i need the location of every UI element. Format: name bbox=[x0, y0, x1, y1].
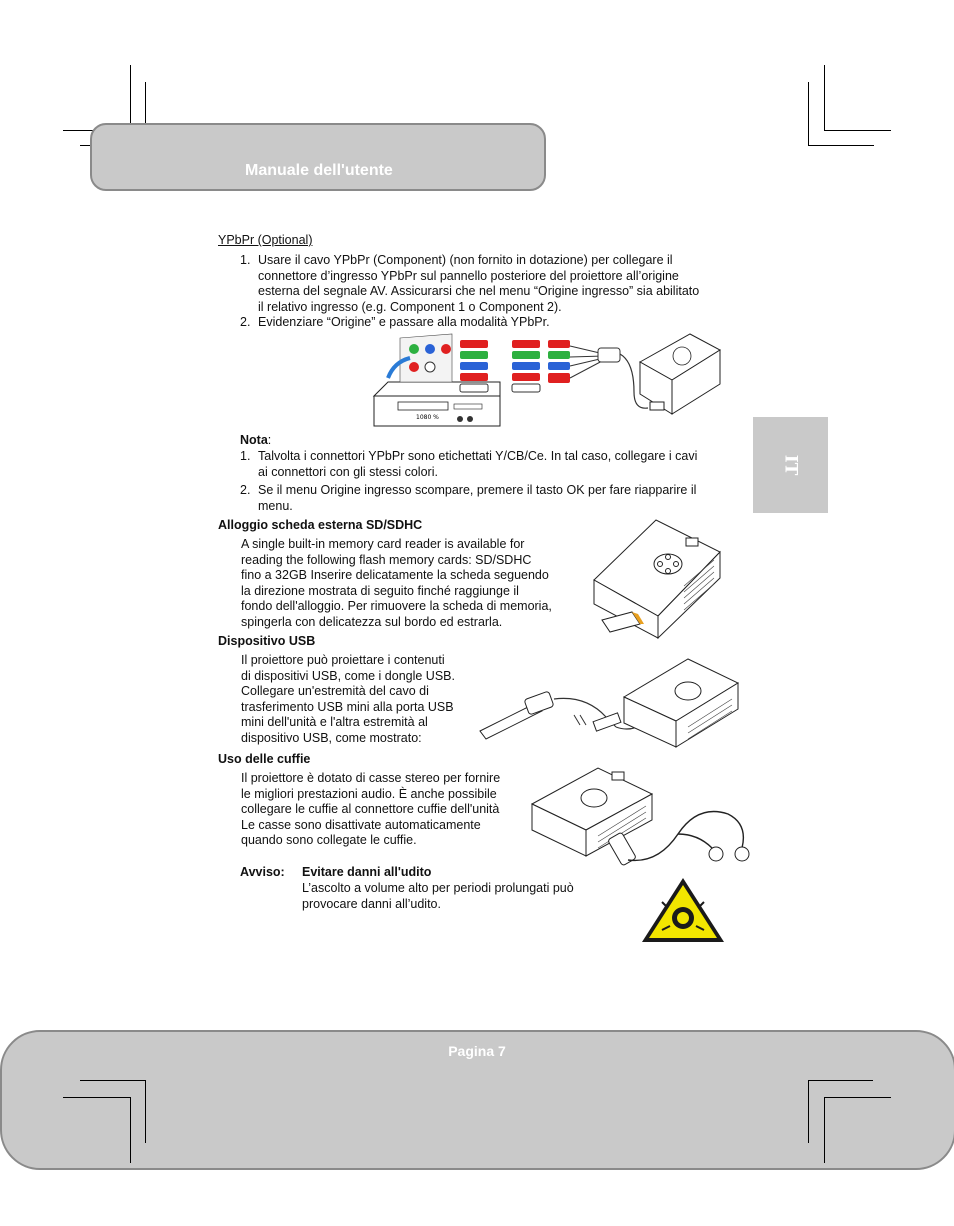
crop-mark bbox=[808, 1080, 873, 1081]
list-number: 2. bbox=[240, 483, 251, 497]
crop-mark bbox=[824, 1097, 891, 1098]
text-line: Le casse sono disattivate automaticamente bbox=[241, 817, 481, 832]
text-line: Talvolta i connettori YPbPr sono etichettati Y/CB/Ce. In tal caso, collegare i cavi bbox=[258, 449, 698, 463]
crop-mark bbox=[824, 65, 825, 131]
list-item bbox=[258, 253, 758, 315]
crop-mark bbox=[63, 1097, 131, 1098]
text-line: fino a 32GB Inserire delicatamente la scheda seguendo bbox=[241, 568, 549, 582]
usb-heading: Dispositivo USB bbox=[218, 634, 316, 648]
ypbpr-heading: YPbPr (Optional) bbox=[218, 233, 313, 247]
crop-mark bbox=[130, 1097, 131, 1163]
text-line: Collegare un'estremità del cavo di bbox=[241, 684, 429, 698]
headphones-heading: Uso delle cuffie bbox=[218, 752, 311, 766]
text-line: provocare danni all’udito. bbox=[302, 896, 441, 911]
text-line: di dispositivi USB, come i dongle USB. bbox=[241, 668, 455, 683]
text-line: ai connettori con gli stessi colori. bbox=[258, 464, 438, 479]
page-number: Pagina 7 bbox=[448, 1043, 506, 1059]
text-line: menu. bbox=[258, 498, 293, 513]
list-number: 2. bbox=[240, 315, 251, 329]
header-bar bbox=[90, 123, 546, 191]
text-line: Se il menu Origine ingresso scompare, premere il tasto OK per fare riapparire il bbox=[258, 483, 697, 497]
text-line: Il proiettore può proiettare i contenuti bbox=[241, 653, 445, 667]
text-line: mini dell'unità e l'altra estremità al bbox=[241, 715, 428, 729]
text-line: Il proiettore è dotato di casse stereo per fornire bbox=[241, 771, 501, 785]
sd-paragraph bbox=[241, 537, 581, 630]
usb-connection-illustration bbox=[476, 655, 744, 749]
text-line: dispositivo USB, come mostrato: bbox=[241, 730, 422, 745]
hearing-warning-icon bbox=[640, 876, 726, 944]
nota-label: Nota bbox=[240, 433, 268, 447]
language-tab bbox=[753, 417, 828, 513]
text-line: reading the following flash memory cards: SD/SDHC bbox=[241, 552, 532, 567]
text-line: connettore d’ingresso YPbPr sul pannello posteriore del proiettore all’origine bbox=[258, 268, 679, 283]
sd-heading: Alloggio scheda esterna SD/SDHC bbox=[218, 518, 423, 532]
headphones-paragraph bbox=[241, 771, 531, 849]
crop-mark bbox=[808, 145, 874, 146]
text-line: Usare il cavo YPbPr (Component) (non fornito in dotazione) per collegare il bbox=[258, 253, 673, 267]
text-line: fondo dell'alloggio. Per rimuovere la scheda di memoria, bbox=[241, 599, 552, 613]
crop-mark bbox=[145, 1080, 146, 1143]
list-item bbox=[258, 449, 758, 480]
warning-title: Evitare danni all'udito bbox=[302, 865, 432, 879]
device-display-text: 1080 % bbox=[416, 414, 439, 421]
warning-paragraph bbox=[302, 881, 622, 912]
headphones-illustration bbox=[528, 764, 768, 874]
list-item: Evidenziare “Origine” e passare alla modalità YPbPr. bbox=[258, 315, 550, 329]
list-number: 1. bbox=[240, 449, 251, 463]
nota-colon: : bbox=[267, 433, 272, 447]
text-line: la direzione mostrata di seguito finché raggiunge il bbox=[241, 583, 519, 598]
text-line: L’ascolto a volume alto per periodi prolungati può bbox=[302, 881, 574, 895]
sd-card-illustration bbox=[588, 516, 728, 640]
usb-paragraph bbox=[241, 653, 481, 746]
crop-mark bbox=[824, 130, 891, 131]
text-line: collegare le cuffie al connettore cuffie dell'unità bbox=[241, 802, 500, 816]
text-line: il relativo ingresso (e.g. Component 1 o Component 2). bbox=[258, 299, 562, 314]
ypbpr-connection-illustration bbox=[372, 332, 722, 428]
list-number: 1. bbox=[240, 253, 251, 267]
crop-mark bbox=[824, 1097, 825, 1163]
text-line: spingerla con delicatezza sul bordo ed estrarla. bbox=[241, 614, 503, 629]
nota-heading bbox=[240, 433, 271, 449]
list-item bbox=[258, 483, 758, 514]
text-line: trasferimento USB mini alla porta USB bbox=[241, 699, 454, 714]
text-line: quando sono collegate le cuffie. bbox=[241, 833, 417, 847]
text-line: A single built-in memory card reader is available for bbox=[241, 537, 525, 551]
crop-mark bbox=[808, 82, 809, 145]
projector-illustration bbox=[640, 334, 720, 414]
language-label: IT bbox=[780, 454, 801, 476]
warning-label: Avviso: bbox=[240, 865, 285, 879]
text-line: esterna del segnale AV. Assicurarsi che nel menu “Origine ingresso” sia abilitato bbox=[258, 284, 700, 298]
text-line: le migliori prestazioni audio. È anche possibile bbox=[241, 786, 497, 801]
crop-mark bbox=[808, 1080, 809, 1143]
page-title: Manuale dell'utente bbox=[245, 162, 393, 179]
crop-mark bbox=[80, 1080, 145, 1081]
